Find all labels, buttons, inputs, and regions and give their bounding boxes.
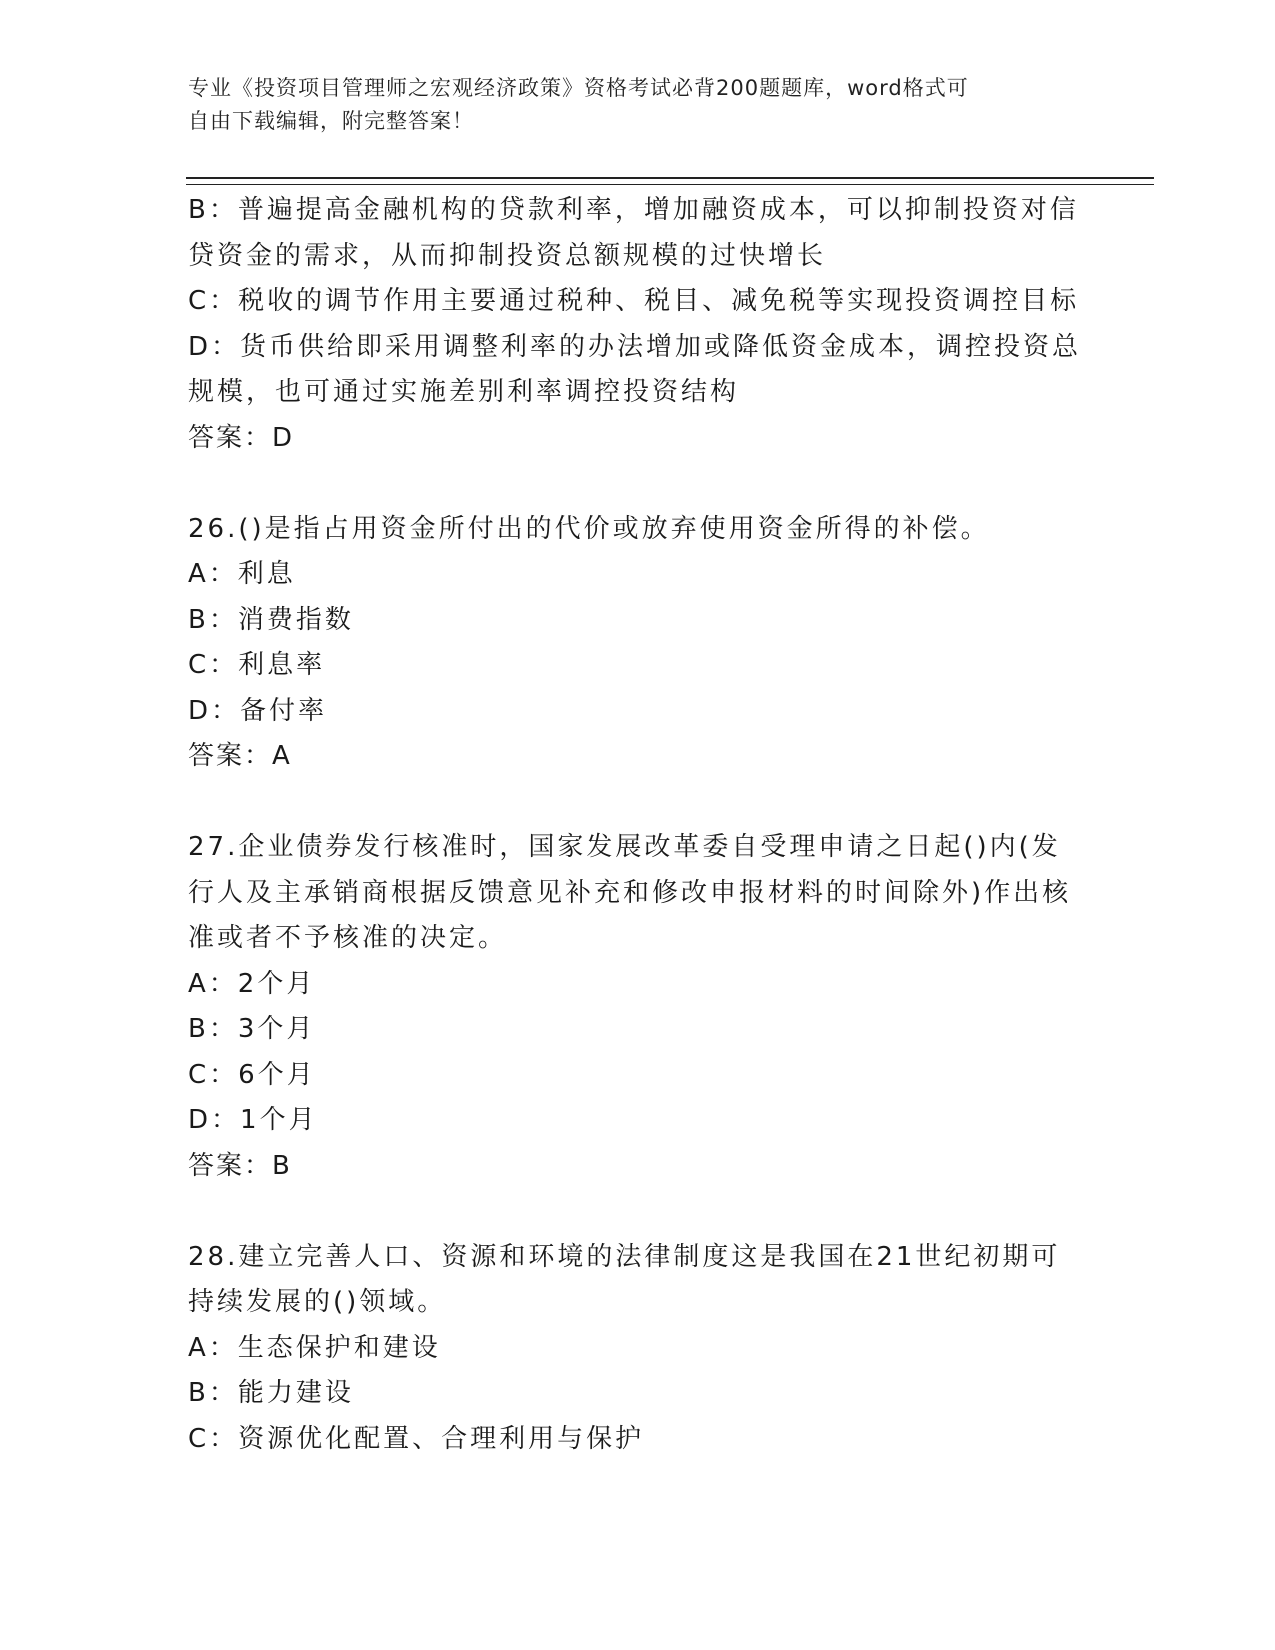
question-stem-line-2: 持续发展的()领域。 xyxy=(188,1287,447,1317)
question-stem-line-1: 27.企业债券发行核准时，国家发展改革委自受理申请之日起()内(发 xyxy=(188,832,1061,862)
question-stem: 26.()是指占用资金所付出的代价或放弃使用资金所得的补偿。 xyxy=(188,513,990,544)
answer: 答案：D xyxy=(188,422,295,453)
header-line-1: 专业《投资项目管理师之宏观经济政策》资格考试必背200题题库，word格式可 xyxy=(188,76,969,100)
option-a: A：2个月 xyxy=(188,968,316,999)
option-d: D：备付率 xyxy=(188,695,328,726)
spacer xyxy=(188,780,1088,826)
question-stem-line-2: 行人及主承销商根据反馈意见补充和修改申报材料的时间除外)作出核 xyxy=(188,877,1072,908)
answer: 答案：B xyxy=(188,1150,292,1181)
option-b: B：3个月 xyxy=(188,1014,316,1044)
question-27 xyxy=(188,825,1088,1189)
page-header xyxy=(188,72,1068,138)
question-25 xyxy=(188,188,1088,461)
option-d-line-1: D：货币供给即采用调整利率的办法增加或降低资金成本，调控投资总 xyxy=(188,331,1082,362)
option-d-line-2: 规模，也可通过实施差别利率调控投资结构 xyxy=(188,377,740,407)
option-a: A：生态保护和建设 xyxy=(188,1332,441,1363)
option-c: C：资源优化配置、合理利用与保护 xyxy=(188,1423,645,1454)
option-c: C：利息率 xyxy=(188,650,326,680)
option-c: C：6个月 xyxy=(188,1059,316,1090)
question-28 xyxy=(188,1235,1088,1463)
question-stem-line-1: 28.建立完善人口、资源和环境的法律制度这是我国在21世纪初期可 xyxy=(188,1241,1061,1272)
question-content xyxy=(188,188,1088,1462)
header-divider xyxy=(186,177,1154,185)
header-line-2: 自由下载编辑，附完整答案！ xyxy=(188,109,474,133)
answer: 答案：A xyxy=(188,741,292,771)
option-c: C：税收的调节作用主要通过税种、税目、减免税等实现投资调控目标 xyxy=(188,286,1080,316)
option-b-line-1: B：普遍提高金融机构的贷款利率，增加融资成本，可以抑制投资对信 xyxy=(188,195,1079,225)
option-b: B：消费指数 xyxy=(188,604,354,635)
option-d: D：1个月 xyxy=(188,1105,318,1135)
spacer xyxy=(188,1189,1088,1235)
question-26 xyxy=(188,507,1088,780)
option-b: B：能力建设 xyxy=(188,1378,354,1408)
option-b-line-2: 贷资金的需求，从而抑制投资总额规模的过快增长 xyxy=(188,240,827,271)
question-stem-line-3: 准或者不予核准的决定。 xyxy=(188,923,508,953)
spacer xyxy=(188,461,1088,507)
option-a: A：利息 xyxy=(188,559,296,589)
